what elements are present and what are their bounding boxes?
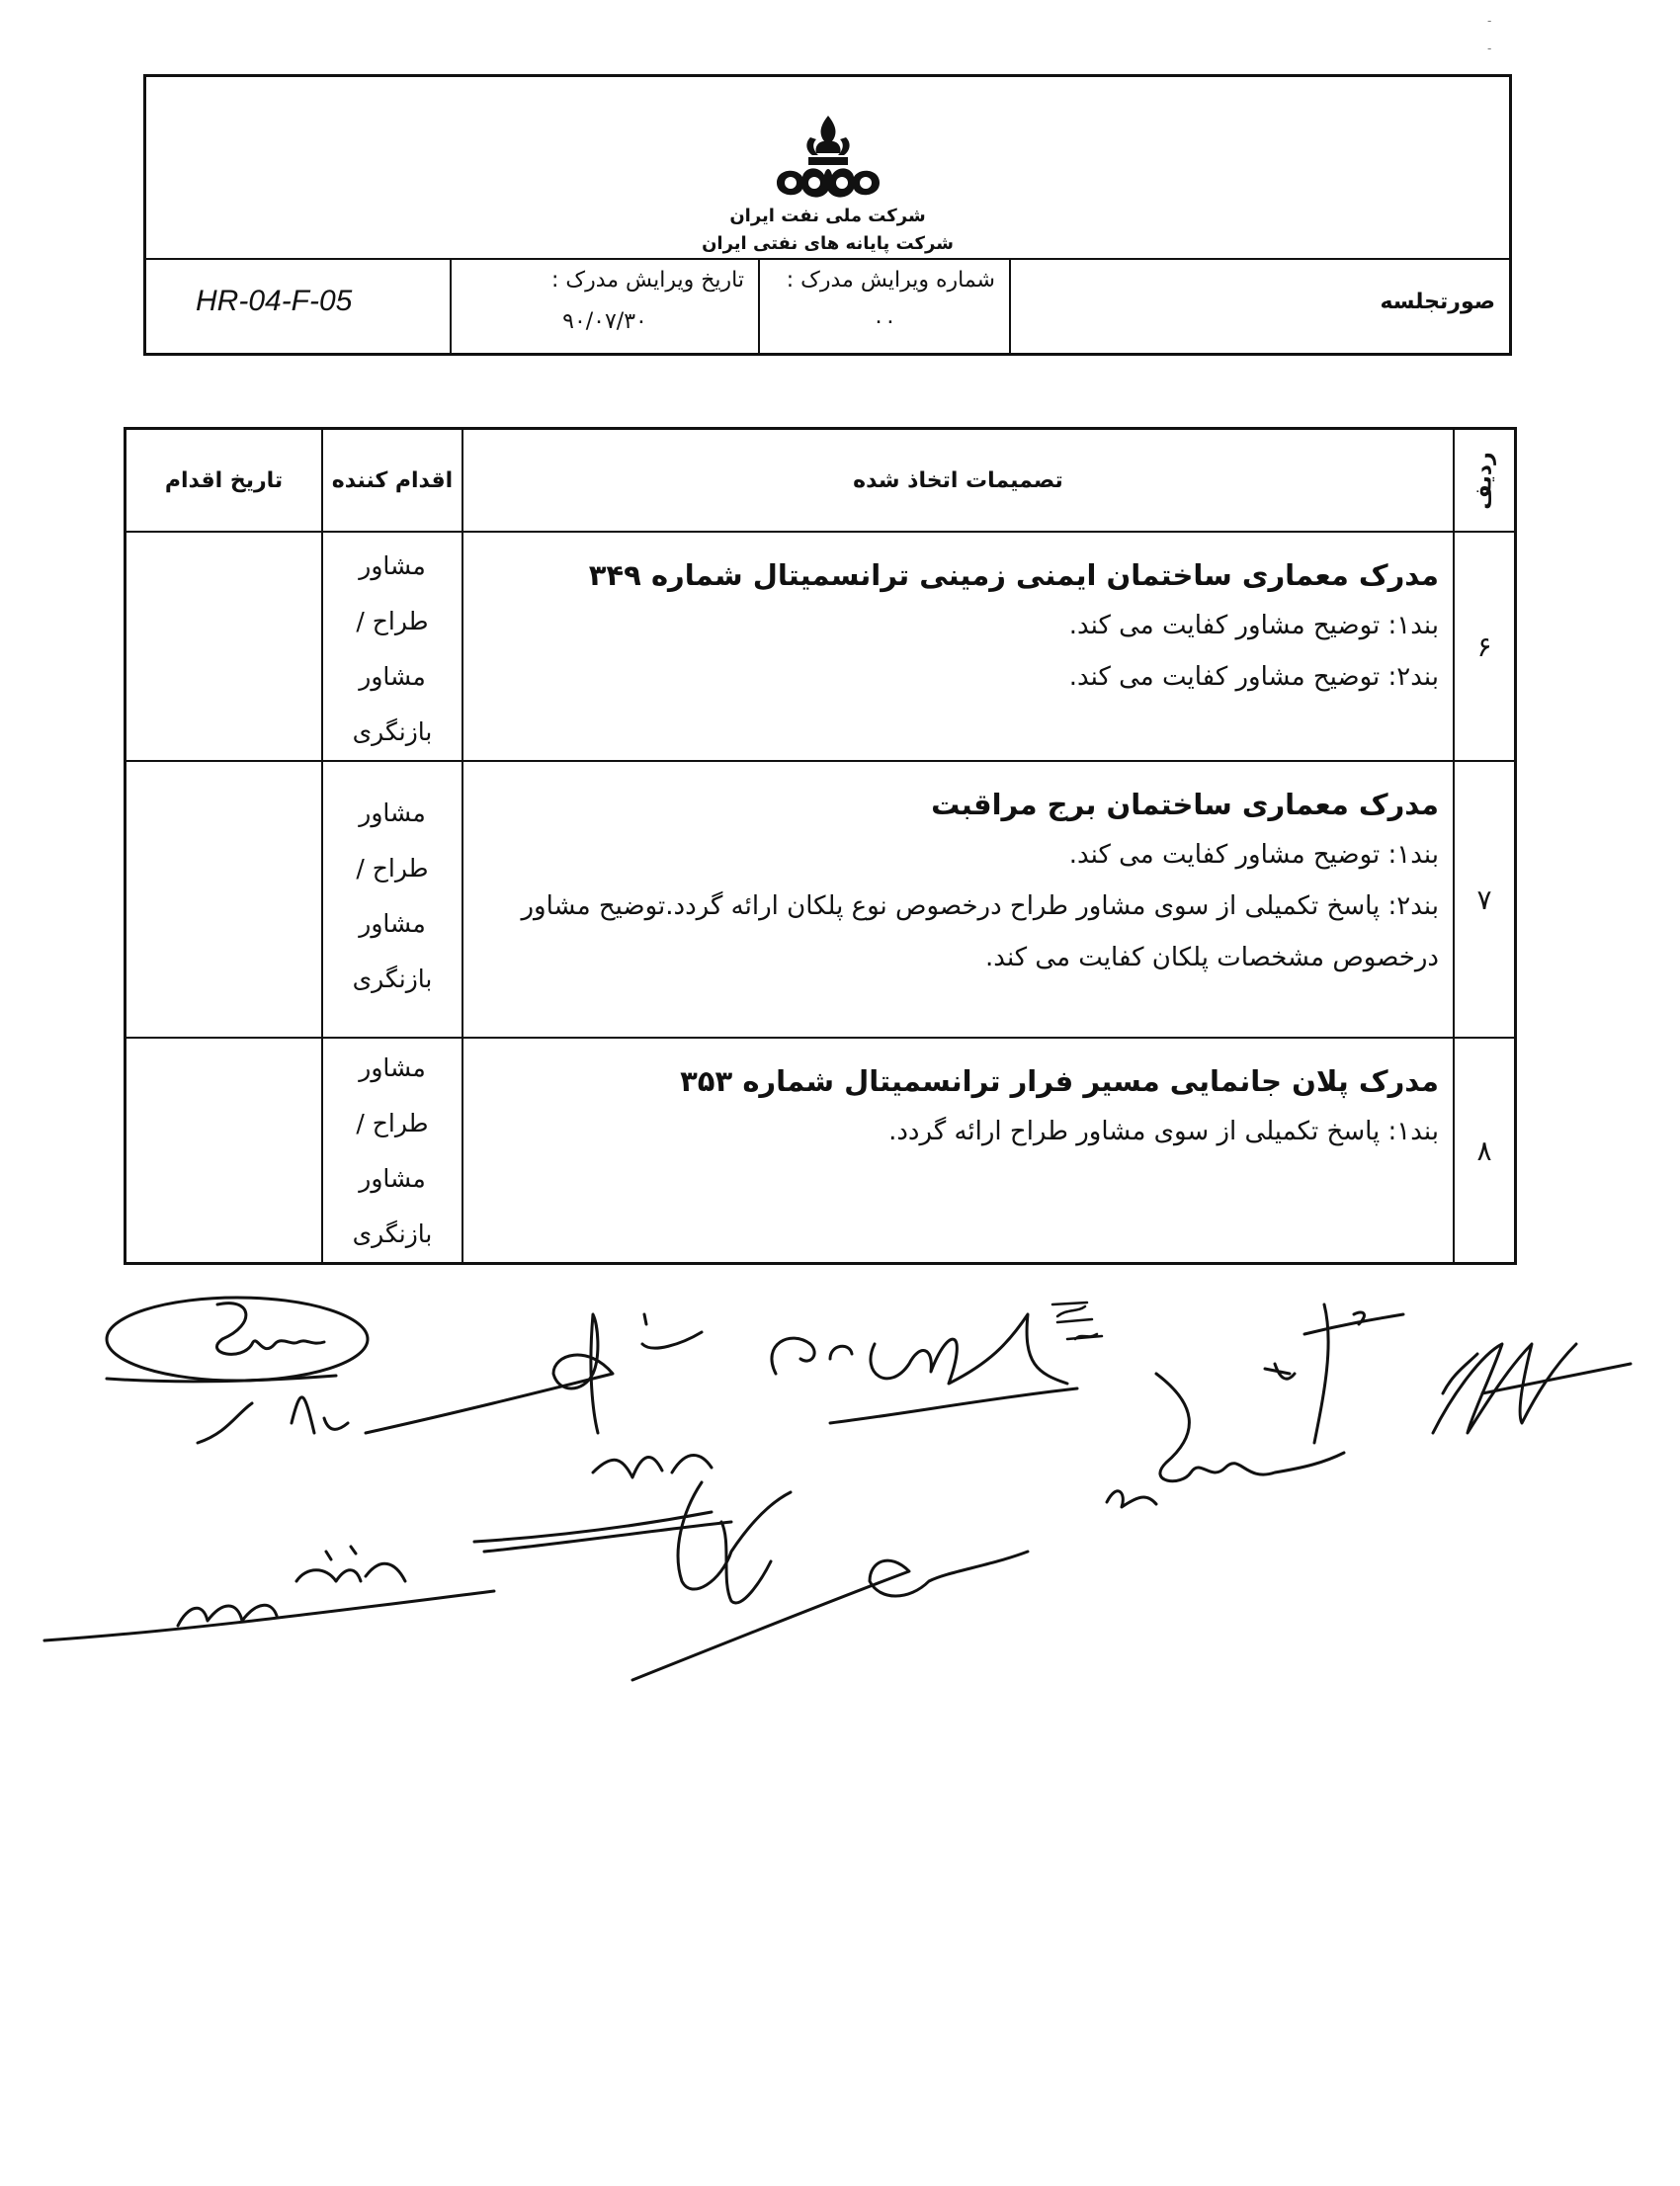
decision-clause: بند۱: توضیح مشاور کفایت می کند. [1068,840,1439,870]
row-number: ۸ [1454,1038,1516,1264]
company-name: شرکت ملی نفت ایران [729,206,926,226]
handwritten-amiri [198,1397,348,1443]
doc-code: HR-04-F-05 [196,285,353,317]
handwritten-attar [593,1456,712,1478]
col-header-actor: اقدام کننده [322,429,462,533]
decision-cell [462,532,1454,761]
decision-title: مدرک معماری ساختمان برج مراقبت [931,788,1439,821]
company-subname: شرکت پایانه های نفتی ایران [702,233,954,254]
revision-date-cell [450,260,758,356]
table-row [126,761,1516,1038]
document-header [143,74,1512,356]
nioc-logo-icon [769,112,887,206]
action-date-cell [126,1038,323,1264]
decision-clause: درخصوص مشخصات پلکان کفایت می کند. [985,943,1439,972]
decisions-table [124,427,1517,1265]
signature-3 [772,1303,1102,1423]
scan-mark: - - [1487,14,1492,55]
col-header-action-date: تاریخ اقدام [126,429,323,533]
actor-line: طراح / [356,854,429,883]
actor-cell [322,532,462,761]
revision-number-cell [758,260,1009,356]
revision-date-label: تاریخ ویرایش مدرک : [551,268,744,293]
actor-line: مشاور [359,799,426,827]
signatures-area [40,1285,1640,1739]
table-row [126,1038,1516,1264]
actor-cell [322,1038,462,1264]
row-number: ۷ [1454,761,1516,1038]
actor-line: مشاور [359,662,426,691]
action-date-cell [126,761,323,1038]
revision-date-value: ۹۰/۰۷/۳۰ [562,309,647,334]
doc-title: صورتجلسه [1380,290,1495,314]
signature-4 [1107,1304,1403,1507]
decision-clause: بند۱: توضیح مشاور کفایت می کند. [1068,611,1439,640]
actor-line: طراح / [356,607,429,635]
decision-cell [462,761,1454,1038]
actor-line: بازنگری [352,1219,433,1248]
revision-number-value: ۰۰ [873,309,896,334]
actor-line: مشاور [359,1164,426,1193]
decision-clause: بند۱: پاسخ تکمیلی از سوی مشاور طراح ارائه گردد. [888,1117,1439,1146]
actor-line: بازنگری [352,717,433,746]
table-row [126,532,1516,761]
col-header-decisions: تصمیمات اتخاذ شده [462,429,1454,533]
doc-title-cell [1009,260,1509,356]
decision-title: مدرک معماری ساختمان ایمنی زمینی ترانسمیتال شماره ۳۴۹ [588,558,1439,592]
signature-2 [366,1314,712,1477]
actor-cell [322,761,462,1038]
decision-title: مدرک پلان جانمایی مسیر فرار ترانسمیتال شماره ۳۵۳ [680,1064,1439,1098]
col-header-row-number: ردیف [1454,429,1516,533]
decision-cell [462,1038,1454,1264]
row-number: ۶ [1454,532,1516,761]
actor-line: مشاور [359,909,426,938]
signature-7 [474,1482,1028,1680]
action-date-cell [126,532,323,761]
signature-6 [44,1547,494,1640]
doc-code-cell [146,260,450,356]
decision-clause: بند۲: پاسخ تکمیلی از سوی مشاور طراح درخصوص نوع پلکان ارائه گردد.توضیح مشاور [521,891,1439,921]
handwritten-rasti [296,1563,405,1581]
actor-line: طراح / [356,1109,429,1137]
table-header-row [126,429,1516,533]
logo-area [146,77,1509,260]
document-meta-row [146,260,1509,356]
actor-line: مشاور [359,551,426,580]
decision-clause: بند۲: توضیح مشاور کفایت می کند. [1068,662,1439,692]
signature-5 [1433,1344,1631,1433]
revision-number-label: شماره ویرایش مدرک : [786,268,995,293]
actor-line: بازنگری [352,965,433,993]
actor-line: مشاور [359,1053,426,1082]
signature-1 [107,1298,368,1443]
